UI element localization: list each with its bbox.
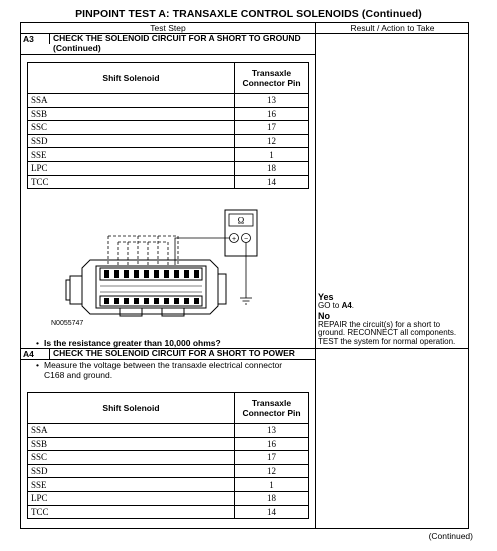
connector-pin: 14 — [235, 505, 309, 519]
a4-col-connector-pin: Transaxle Connector Pin — [235, 393, 309, 424]
table-row — [28, 464, 309, 478]
solenoid-name: SSE — [28, 478, 235, 492]
solenoid-name: SSB — [28, 107, 235, 121]
connector-pin: 18 — [235, 491, 309, 505]
a3-result — [318, 293, 456, 347]
table-row — [28, 94, 309, 108]
a4-bullet: • — [36, 360, 39, 370]
solenoid-name: SSD — [28, 134, 235, 148]
connector-pin: 17 — [235, 121, 309, 135]
minus-sign: − — [243, 236, 249, 243]
solenoid-name: SSA — [28, 94, 235, 108]
connector-pin: 13 — [235, 424, 309, 438]
column-divider — [315, 22, 316, 529]
connector-pin: 16 — [235, 107, 309, 121]
step-a4-title: CHECK THE SOLENOID CIRCUIT FOR A SHORT TO POWER — [53, 348, 295, 358]
connector-body — [66, 260, 226, 316]
connector-pin: 16 — [235, 437, 309, 451]
connector-pin: 14 — [235, 175, 309, 189]
a3-col-shift-solenoid: Shift Solenoid — [28, 63, 235, 94]
page-title: PINPOINT TEST A: TRANSAXLE CONTROL SOLENOIDS (Continued) — [75, 8, 422, 20]
solenoid-name: LPC — [28, 491, 235, 505]
dashed-probes — [108, 236, 178, 266]
no-action-line1: REPAIR the circuit(s) for a short to — [318, 319, 441, 329]
table-row — [28, 175, 309, 189]
no-label: No — [318, 311, 330, 322]
ohm-symbol: Ω — [237, 215, 245, 226]
a3-question-bullet: • — [36, 338, 39, 348]
step-a3-title: CHECK THE SOLENOID CIRCUIT FOR A SHORT TO GROUND (Continued) — [53, 33, 301, 53]
connector-pin: 17 — [235, 451, 309, 465]
table-row — [28, 437, 309, 451]
a4-instruction: Measure the voltage between the transaxle electrical connector C168 and ground. — [44, 360, 283, 380]
table-row — [28, 134, 309, 148]
header-test-step: Test Step — [150, 23, 186, 33]
step-a4-separator — [49, 348, 50, 359]
figure-caption: N0055747 — [51, 320, 84, 327]
connector-diagram — [60, 208, 280, 326]
table-row — [28, 121, 309, 135]
connector-pin: 18 — [235, 161, 309, 175]
connector-pin: 1 — [235, 148, 309, 162]
connector-pin: 1 — [235, 478, 309, 492]
solenoid-name: SSE — [28, 148, 235, 162]
connector-pin: 13 — [235, 94, 309, 108]
solenoid-name: TCC — [28, 175, 235, 189]
solenoid-name: SSB — [28, 437, 235, 451]
a3-solenoid-table — [27, 62, 309, 189]
connector-pin: 12 — [235, 134, 309, 148]
table-row — [28, 505, 309, 519]
solenoid-name: SSA — [28, 424, 235, 438]
solenoid-name: LPC — [28, 161, 235, 175]
step-a3-title-divider — [20, 54, 316, 55]
table-row — [28, 491, 309, 505]
a3-question: Is the resistance greater than 10,000 ohms? — [44, 338, 221, 348]
connector-pin: 12 — [235, 464, 309, 478]
yes-target: A4 — [341, 300, 352, 310]
table-row — [28, 451, 309, 465]
step-a4-tag: A4 — [23, 349, 34, 359]
table-row — [28, 148, 309, 162]
a4-col-shift-solenoid: Shift Solenoid — [28, 393, 235, 424]
a4-solenoid-table — [27, 392, 309, 519]
table-row — [28, 107, 309, 121]
yes-action: GO to A4. — [318, 300, 355, 310]
continued-note: (Continued) — [428, 531, 473, 541]
table-row — [28, 161, 309, 175]
solenoid-name: TCC — [28, 505, 235, 519]
no-action-line3: TEST the system for normal operation. — [318, 336, 456, 346]
step-a3-tag: A3 — [23, 34, 34, 44]
solenoid-name: SSD — [28, 464, 235, 478]
solenoid-name: SSC — [28, 121, 235, 135]
no-action-line2: ground. RECONNECT all components. — [318, 328, 457, 338]
probe-lead-positive — [175, 238, 230, 265]
plus-sign: + — [231, 236, 237, 243]
table-row — [28, 478, 309, 492]
solenoid-name: SSC — [28, 451, 235, 465]
yes-label: Yes — [318, 292, 334, 302]
header-result: Result / Action to Take — [350, 23, 435, 33]
step-a3-separator — [49, 33, 50, 44]
a3-col-connector-pin: Transaxle Connector Pin — [235, 63, 309, 94]
table-row — [28, 424, 309, 438]
